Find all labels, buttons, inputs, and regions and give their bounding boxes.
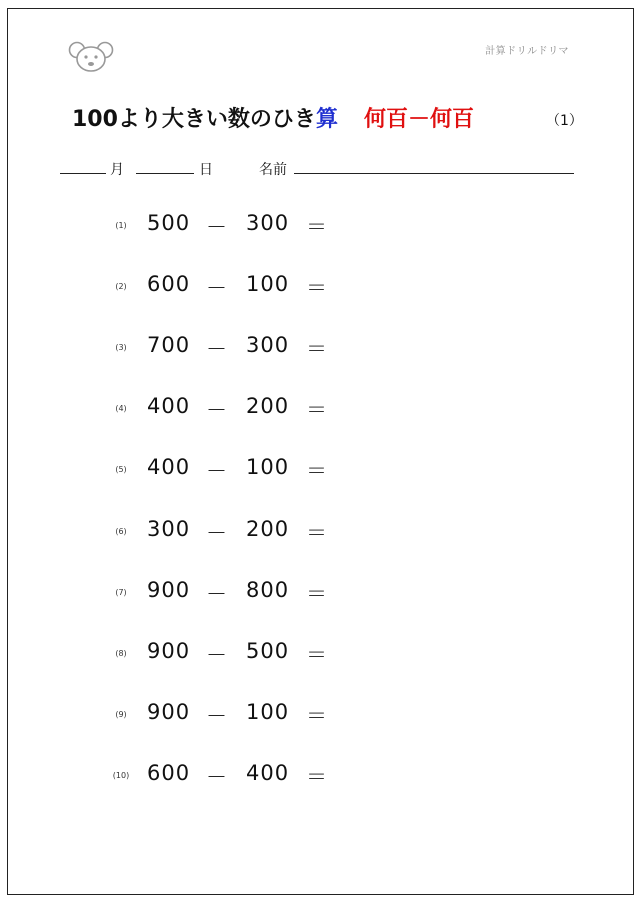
equals-sign: ＝ [306,337,327,361]
problem-row [0,578,640,608]
subtrahend: 300 [246,333,290,357]
minuend: 400 [147,394,191,418]
problem-number: (3) [115,343,127,352]
problem-row [0,639,640,669]
title-subject: 何百－何百 [363,107,474,132]
equals-sign: ＝ [306,765,327,789]
problem-number: (6) [115,527,127,536]
problem-number: (4) [115,404,127,413]
minuend: 500 [147,211,191,235]
subtrahend: 100 [246,272,290,296]
page-title [72,102,474,138]
equals-sign: ＝ [306,276,327,300]
problem-row [0,700,640,730]
equals-sign: ＝ [306,521,327,545]
minuend: 900 [147,639,191,663]
problem-number: (1) [115,221,127,230]
subtrahend: 500 [246,639,290,663]
problem-row [0,272,640,302]
subtrahend: 200 [246,394,290,418]
subtrahend: 200 [246,517,290,541]
minuend: 700 [147,333,191,357]
problem-number: (7) [115,588,127,597]
subtrahend: 400 [246,761,290,785]
name-field[interactable] [294,173,574,174]
day-label: 日 [199,162,213,178]
title-main: 100より大きい数のひき [72,107,316,132]
problem-row [0,394,640,424]
equals-sign: ＝ [306,459,327,483]
minuend: 400 [147,455,191,479]
minuend: 900 [147,700,191,724]
minus-sign: － [206,398,227,422]
equals-sign: ＝ [306,704,327,728]
subtrahend: 800 [246,578,290,602]
equals-sign: ＝ [306,582,327,606]
problem-row [0,761,640,791]
problem-row [0,455,640,485]
minus-sign: － [206,337,227,361]
minus-sign: － [206,215,227,239]
equals-sign: ＝ [306,398,327,422]
problem-number: (2) [115,282,127,291]
minus-sign: － [206,582,227,606]
problem-number: (10) [112,771,130,780]
problem-row [0,211,640,241]
minuend: 900 [147,578,191,602]
name-label: 名前 [259,162,287,178]
subtrahend: 100 [246,455,290,479]
title-accent: 算 [315,107,338,132]
subtrahend: 300 [246,211,290,235]
month-label: 月 [110,162,124,178]
mouse-logo-icon [68,40,114,74]
minus-sign: － [206,521,227,545]
month-field[interactable] [60,173,106,174]
problem-row [0,333,640,363]
problem-number: (8) [115,649,127,658]
minus-sign: － [206,704,227,728]
minuend: 600 [147,272,191,296]
equals-sign: ＝ [306,215,327,239]
equals-sign: ＝ [306,643,327,667]
brand-name: 計算ドリルドリマ [485,46,569,57]
problem-number: (5) [115,465,127,474]
sheet-number: （1） [546,113,583,129]
minuend: 600 [147,761,191,785]
minus-sign: － [206,765,227,789]
problem-number: (9) [115,710,127,719]
minuend: 300 [147,517,191,541]
day-field[interactable] [136,173,194,174]
subtrahend: 100 [246,700,290,724]
problem-row [0,517,640,547]
minus-sign: － [206,643,227,667]
minus-sign: － [206,459,227,483]
minus-sign: － [206,276,227,300]
